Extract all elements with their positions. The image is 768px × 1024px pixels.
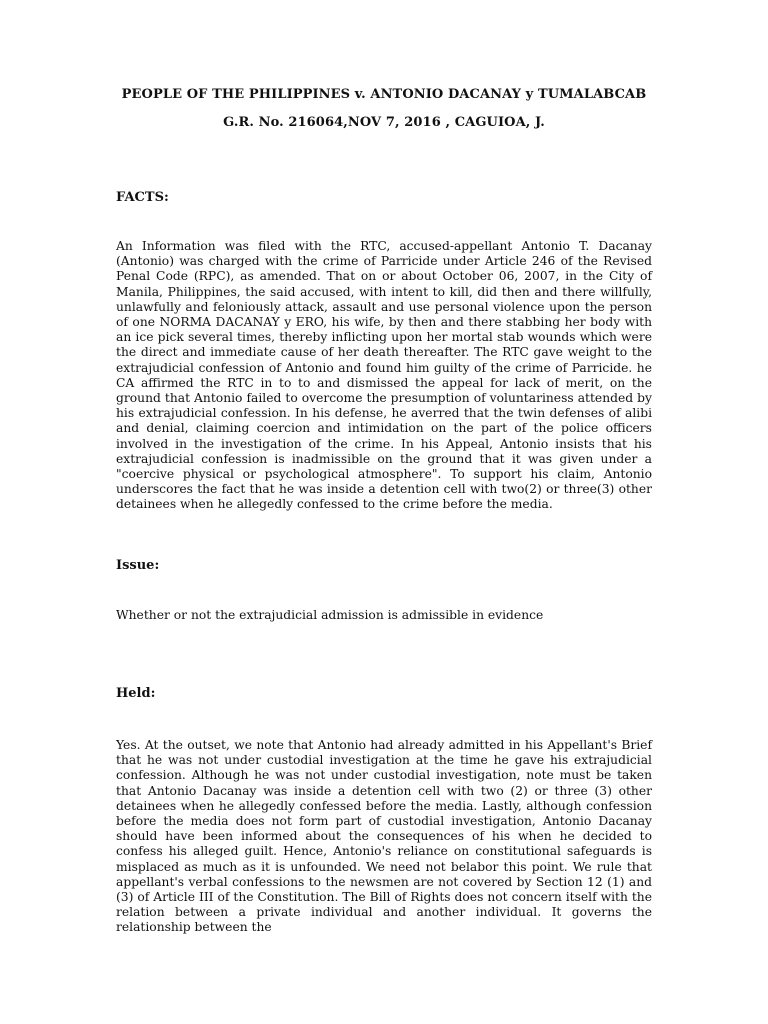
held-paragraph: Yes. At the outset, we note that Antonio had already admitted in his Appellant's Brief that he was not under custodial investigation at the time he gave his extrajudicial confession. Although he was not under custodial investigation, note must be taken that Antonio Dacanay was inside a detention cell with two (2) or three (3) other detainees when he allegedly confessed before the media. Lastly, although confession before the media does not form part of custodial investigation, Antonio Dacanay should have been informed about the consequences of his when he decided to confess his alleged guilt. Hence, Antonio's reliance on constitutional safeguards is misplaced as much as it is unfounded. We need not belabor this point. We rule that appellant's verbal confessions to the newsmen are not covered by Section 12 (1) and (3) of Article III of the Constitution. The Bill of Rights does not concern itself with the relation between a private individual and another individual. It governs the relationship between the — [116, 738, 652, 935]
issue-paragraph: Whether or not the extrajudicial admission is admissible in evidence — [116, 608, 544, 622]
case-title: PEOPLE OF THE PHILIPPINES v. ANTONIO DACANAY y TUMALABCAB — [121, 87, 647, 102]
issue-heading: Issue: — [116, 558, 160, 573]
facts-paragraph: An Information was filed with the RTC, accused-appellant Antonio T. Dacanay (Antonio) was charged with the crime of Parricide under Article 246 of the Revised Penal Code (RPC), as amended. That on or about October 06, 2007, in the City of Manila, Philippines, the said accused, with intent to kill, did then and there willfully, unlawfully and feloniously attack, assault and use personal violence upon the person of one NORMA DACANAY y ERO, his wife, by then and there stabbing her body with an ice pick several times, thereby inflicting upon her mortal stab wounds which were the direct and immediate cause of her death thereafter. The RTC gave weight to the extrajudicial confession of Antonio and found him guilty of the crime of Parricide. he CA affirmed the RTC in to to and dismissed the appeal for lack of merit, on the ground that Antonio failed to overcome the presumption of voluntariness attended by his extrajudicial confession. In his defense, he averred that the twin defenses of alibi and denial, claiming coercion and intimidation on the part of the police officers involved in the investigation of the crime. In his Appeal, Antonio insists that his extrajudicial confession is inadmissible on the ground that it was given under a "coercive physical or psychological atmosphere". To support his claim, Antonio underscores the fact that he was inside a detention cell with two(2) or three(3) other detainees when he allegedly confessed to the crime before the media. — [116, 239, 652, 512]
case-citation: G.R. No. 216064,NOV 7, 2016 , CAGUIOA, J. — [223, 115, 545, 130]
facts-heading: FACTS: — [116, 190, 169, 205]
held-heading: Held: — [116, 686, 156, 701]
